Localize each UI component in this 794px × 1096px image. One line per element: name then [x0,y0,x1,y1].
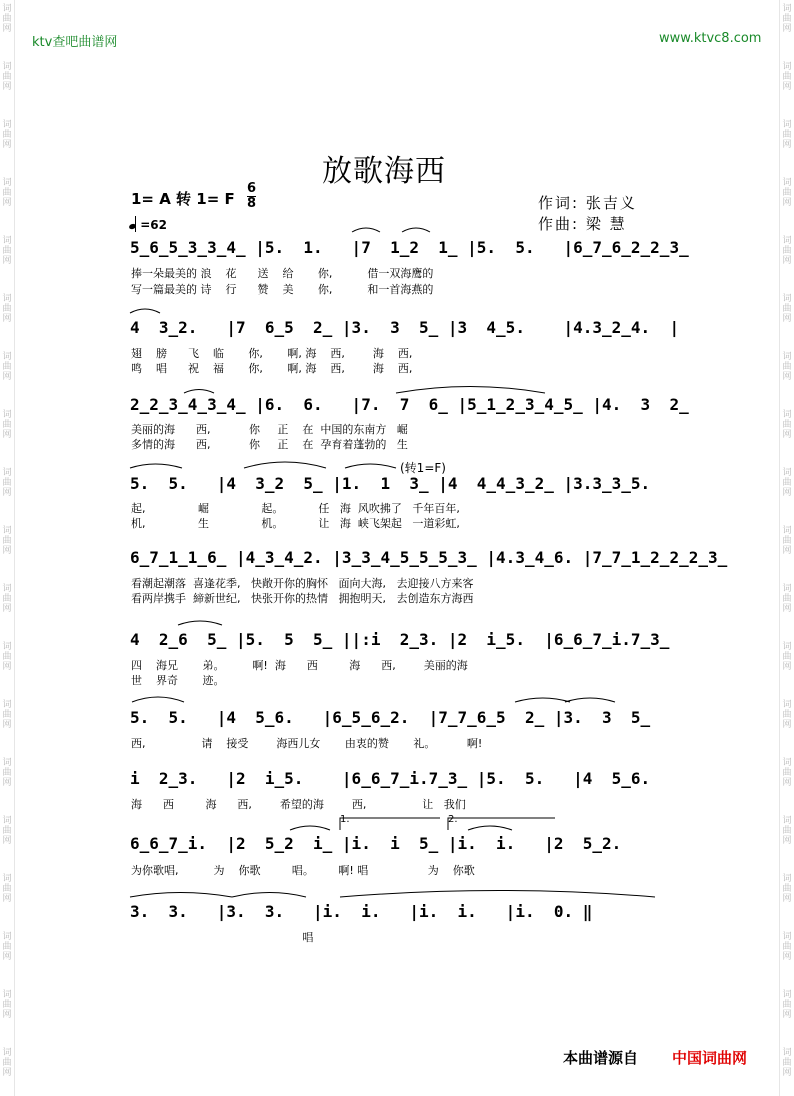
watermark-text: 词 曲 网 [2,4,12,34]
watermark-text: 词 曲 网 [782,874,792,904]
watermark-text: 词 曲 网 [782,1048,792,1078]
lyric-line-8: 海 西 海 西, 希望的海 西, 让 我们 [131,798,466,811]
lyric-line-4a: 起, 崛 起。 任 海 风吹拂了 千年百年, [131,502,460,515]
key-signature: 1= A 转 1= F [131,190,235,208]
header-site-left[interactable]: ktv查吧曲谱网 [32,35,118,50]
watermark-text: 词 曲 网 [2,990,12,1020]
watermark-text: 词 曲 网 [2,584,12,614]
watermark-text: 词 曲 网 [2,468,12,498]
watermark-text: 词 曲 网 [782,700,792,730]
watermark-text: 词 曲 网 [2,410,12,440]
watermark-text: 词 曲 网 [2,932,12,962]
watermark-text: 词 曲 网 [2,816,12,846]
slur [244,462,326,468]
slur [396,387,545,394]
footer-source-link[interactable]: 中国词曲网 [672,1049,748,1067]
slur [130,893,232,898]
slur [402,228,430,232]
watermark-text: 词 曲 网 [2,294,12,324]
lyric-line-1b: 写一篇最美的 诗 行 赞 美 你, 和一首海燕的 [131,283,434,296]
lyric-line-9: 为你歌唱, 为 你歌 唱。 啊! 唱 为 你歌 [131,864,475,877]
watermark-text: 词 曲 网 [782,120,792,150]
watermark-text: 词 曲 网 [782,816,792,846]
lyric-line-5a: 看潮起潮落 喜逢花季, 快敞开你的胸怀 面向大海, 去迎接八方来客 [131,577,474,590]
watermark-text: 词 曲 网 [2,526,12,556]
lyric-line-2a: 翅 膀 飞 临 你, 啊, 海 西, 海 西, [131,347,413,360]
notation-line-5: 6̲7̲1̲1̲6̲ |4̲3̲4̲2. |3̲3̲4̲5̲5̲5̲3̲ |4.3̲4̲6. |7̲7̲1̲2̲2̲2̲3̲ [130,548,728,567]
watermark-text: 词 曲 网 [2,352,12,382]
watermark-text: 词 曲 网 [782,294,792,324]
volta-second-label: 2. [448,814,458,825]
watermark-text: 词 曲 网 [782,526,792,556]
slur [184,390,214,394]
meter-top: 6 [247,181,257,196]
notation-line-4: 5. 5. |4 3̲2 5̲ |1. 1 3̲ |4 4̲4̲3̲2̲ |3.3̲3̲5. [130,474,651,493]
notation-line-8: i 2̲3. |2 i̲5. |6̲6̲7̲i.7̲3̲ |5. 5. |4 5̲6. [130,769,651,788]
lyricist-credit: 作词: 张吉义 [538,194,637,212]
notation-line-2: 4 3̲2. |7 6̲5 2̲ |3. 3 5̲ |3 4̲5. |4.3̲2̲4. | [130,318,680,337]
slur [232,893,306,898]
slur [352,228,380,232]
watermark-text: 词 曲 网 [782,468,792,498]
slur [130,464,182,468]
slur [515,698,570,702]
watermark-text: 词 曲 网 [782,758,792,788]
lyric-line-6a: 四 海兄 弟。 啊! 海 西 海 西, 美丽的海 [131,659,468,672]
meter-bottom: 8 [247,196,257,211]
lyric-line-6b: 世 界奇 迹。 [131,674,225,687]
notation-line-9: 6̲6̲7̲i. |2 5̲2 i̲ |i. i 5̲ |i. i. |2 5̲2. [130,834,622,853]
notation-line-1: 5̲6̲5̲3̲3̲4̲ |5. 1. |7 1̲2 1̲ |5. 5. |6̲7̲6̲2̲2̲3̲ [130,238,689,257]
watermark-text: 词 曲 网 [782,410,792,440]
watermark-text: 词 曲 网 [2,236,12,266]
slur [340,891,655,898]
lyric-line-10: 唱 [131,931,314,944]
page-title: 放歌海西 [322,154,446,189]
volta-bracket-first [340,818,440,830]
lyric-line-7: 西, 请 接受 海西儿女 由衷的赞 礼。 啊! [131,737,483,750]
watermark-text: 词 曲 网 [782,178,792,208]
watermark-text: 词 曲 网 [2,700,12,730]
lyric-line-1a: 捧一朵最美的 浪 花 送 给 你, 借一双海鹰的 [131,267,434,280]
watermark-text: 词 曲 网 [2,642,12,672]
lyric-line-3b: 多情的海 西, 你 正 在 孕育着蓬勃的 生 [131,438,408,451]
watermark-text: 词 曲 网 [2,178,12,208]
watermark-text: 词 曲 网 [2,758,12,788]
modulation-mark: (转1=F) [400,461,446,475]
watermark-text: 词 曲 网 [782,4,792,34]
lyric-line-2b: 鸣 唱 祝 福 你, 啊, 海 西, 海 西, [131,362,413,375]
notation-line-10: 3. 3. |3. 3. |i. i. |i. i. |i. 0. ‖ [130,902,593,921]
volta-bracket-second [448,818,555,830]
composer-credit: 作曲: 梁 慧 [538,215,627,233]
watermark-text: 词 曲 网 [2,120,12,150]
watermark-text: 词 曲 网 [782,236,792,266]
watermark-text: 词 曲 网 [2,1048,12,1078]
slur [468,826,512,830]
lyric-line-5b: 看两岸携手 締新世纪, 快张开你的热情 拥抱明天, 去创造东方海西 [131,592,474,605]
notation-line-6: 4 2̲6 5̲ |5. 5 5̲ ||:i 2̲3. |2 i̲5. |6̲6̲7̲i.7̲3̲ [130,630,670,649]
watermark-text: 词 曲 网 [2,874,12,904]
slur [290,826,330,830]
lyric-line-4b: 机, 生 机。 让 海 峡飞架起 一道彩虹, [131,517,460,530]
watermark-text: 词 曲 网 [782,584,792,614]
notation-line-7: 5. 5. |4 5̲6. |6̲5̲6̲2. |7̲7̲6̲5 2̲ |3. 3 5̲ [130,708,651,727]
slur [565,698,615,702]
watermark-text: 词 曲 网 [782,932,792,962]
watermark-text: 词 曲 网 [782,352,792,382]
watermark-text: 词 曲 网 [782,990,792,1020]
slur [132,697,184,702]
slur [178,621,222,625]
tempo-value: =62 [140,218,167,232]
slur [130,309,160,313]
header-site-right[interactable]: www.ktvc8.com [659,31,762,46]
watermark-text: 词 曲 网 [782,642,792,672]
footer-source-label: 本曲谱源自 [563,1049,639,1067]
watermark-text: 词 曲 网 [2,62,12,92]
volta-first-label: 1. [340,814,350,825]
slur [345,464,396,468]
notation-line-3: 2̲2̲3̲4̲3̲4̲ |6. 6. |7. 7 6̲ |5̲1̲2̲3̲4̲5̲ |4. 3 2̲ [130,395,689,414]
watermark-text: 词 曲 网 [782,62,792,92]
lyric-line-3a: 美丽的海 西, 你 正 在 中国的东南方 崛 [131,423,408,436]
